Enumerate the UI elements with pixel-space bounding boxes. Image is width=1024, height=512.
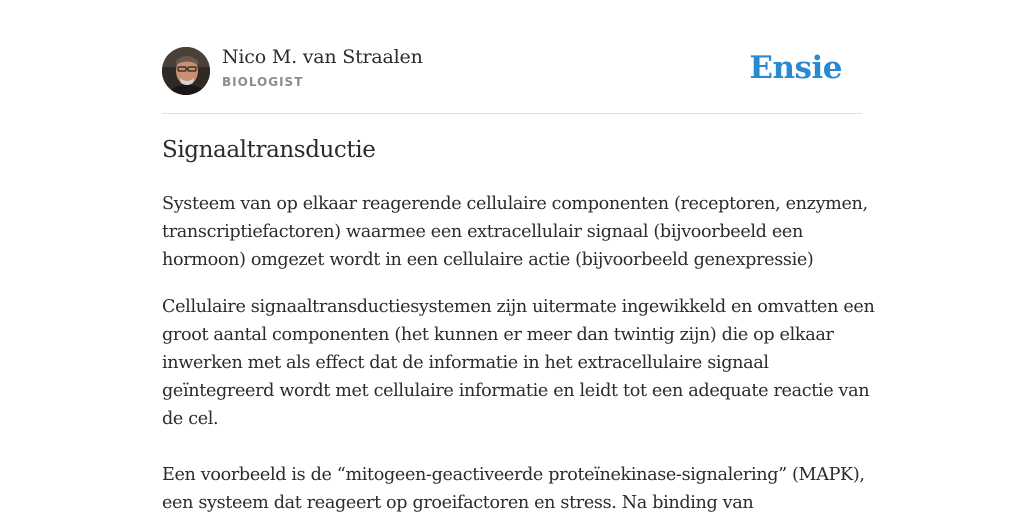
ensie-logo[interactable]: Ensie — [749, 50, 842, 86]
author-header — [162, 46, 862, 96]
article-title: Signaaltransductie — [162, 137, 376, 163]
paragraph-definition: Systeem van op elkaar reagerende cellulaire componenten (receptoren, enzymen, transcriptiefactoren) waarmee een extracellulair signaal (bijvoorbeeld een hormoon) omgezet wordt in een cellulaire actie (bijvoorbeeld genexpressie) — [162, 194, 868, 270]
author-role: BIOLOGIST — [222, 75, 304, 89]
author-name[interactable]: Nico M. van Straalen — [222, 46, 423, 68]
paragraph-explanation: Cellulaire signaaltransductiesystemen zijn uitermate ingewikkeld en omvatten een groot aantal componenten (het kunnen er meer dan twintig zijn) die op elkaar inwerken met als effect dat de informatie in het extracellulaire signaal geïntegreerd wordt met cellulaire informatie en leidt tot een adequate reactie van de cel. — [162, 297, 875, 429]
avatar[interactable] — [162, 47, 210, 95]
paragraph-example: Een voorbeeld is de “mitogeen-geactiveerde proteïnekinase-signalering” (MAPK), een systeem dat reageert op groeifactoren en stress. Na binding van — [162, 465, 865, 512]
author-portrait-icon — [162, 47, 210, 95]
header-divider — [162, 113, 862, 114]
